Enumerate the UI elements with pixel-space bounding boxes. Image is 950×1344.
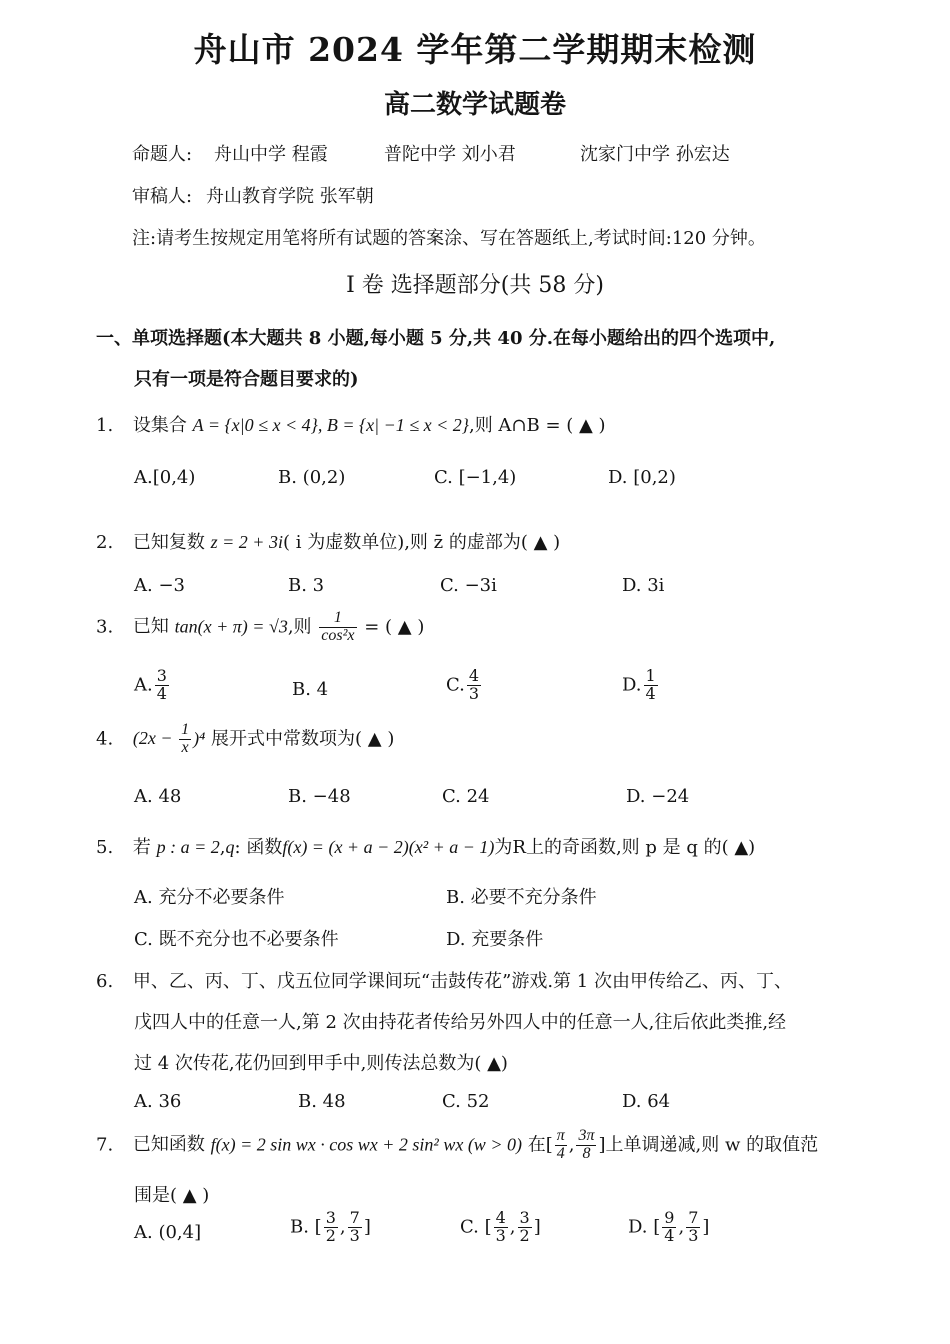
author-3: 沈家门中学 孙宏达 xyxy=(580,144,730,165)
question-text: 为R上的奇函数,则 p 是 q 的( ▲) xyxy=(494,837,756,858)
option-a[interactable]: A.[0,4) xyxy=(134,467,196,488)
option-a[interactable]: A. −3 xyxy=(134,575,185,596)
fraction: $\frac{\pi}{4}$ xyxy=(556,1127,565,1162)
question-6 xyxy=(96,967,792,993)
part1-instructions-cont: 只有一项是符合题目要求的) xyxy=(134,369,359,390)
question-text: , xyxy=(219,837,226,858)
question-text: 在[ xyxy=(521,1134,553,1156)
fraction: $\frac{3\pi}{8}$ xyxy=(578,1127,595,1162)
option-b[interactable]: B. (0,2) xyxy=(278,467,346,488)
question-4 xyxy=(96,722,394,757)
question-7: 7. 已知函数 f(x) = 2 sin wx · cos wx + 2 sin² wx (w > 0) 在[ $\frac{\pi}{4}$ , $\frac{3\pi}{8}$ ]上单调递减,则 w 的取值范 xyxy=(96,1127,819,1162)
question-number: 1. xyxy=(96,415,114,436)
author-2: 普陀中学 刘小君 xyxy=(384,144,516,165)
option-a[interactable]: A. 36 xyxy=(134,1091,182,1112)
exam-subtitle: 高二数学试题卷 xyxy=(383,90,566,120)
question-math: tan(x + π) = √3 xyxy=(174,616,288,637)
option-a[interactable]: A. (0,4] xyxy=(134,1222,202,1243)
question-text: ,则 A∩B = ( ▲ ) xyxy=(468,415,606,436)
option-c[interactable]: C. 24 xyxy=(442,786,490,807)
option-a[interactable]: A. $\frac{3}{4}$ xyxy=(134,666,167,703)
question-text: : 函数 xyxy=(234,837,283,858)
question-text: 若 xyxy=(132,837,157,858)
option-d[interactable]: D. [0,2) xyxy=(608,467,676,488)
question-text: 已知函数 xyxy=(132,1134,211,1156)
option-d[interactable]: D. $\frac{1}{4}$ xyxy=(622,666,656,703)
option-d[interactable]: D. −24 xyxy=(626,786,690,807)
option-c[interactable]: C. $\frac{4}{3}$ xyxy=(446,666,480,703)
option-d[interactable]: D. 64 xyxy=(622,1091,671,1112)
question-text: 过 4 次传花,花仍回到甲手中,则传法总数为( ▲) xyxy=(134,1053,508,1074)
question-3 xyxy=(96,610,424,645)
reviewer-label: 审稿人: xyxy=(132,186,193,207)
authors-label: 命题人: xyxy=(132,144,193,165)
question-text: 围是( ▲ ) xyxy=(134,1185,210,1206)
option-d[interactable]: D. 充要条件 xyxy=(446,929,544,950)
exam-title: 舟山市 2024 学年第二学期期末检测 xyxy=(193,30,757,69)
option-b[interactable]: B. [ $\frac{3}{2}$ , $\frac{7}{3}$ ] xyxy=(290,1208,371,1245)
option-a[interactable]: A. 48 xyxy=(134,786,182,807)
question-text: 已知 xyxy=(132,616,175,638)
option-d[interactable]: D. 3i xyxy=(622,575,665,596)
option-c[interactable]: C. −3i xyxy=(440,575,497,596)
fraction: $\frac{1}{x}$ xyxy=(181,721,190,756)
option-a[interactable]: A. 充分不必要条件 xyxy=(134,887,285,908)
question-math: (2x − xyxy=(132,728,178,749)
question-number: 2. xyxy=(96,532,114,553)
option-b[interactable]: B. 4 xyxy=(292,679,329,700)
question-text: 戊四人中的任意一人,第 2 次由持花者传给另外四人中的任意一人,往后依此类推,经 xyxy=(134,1012,787,1033)
question-text: 甲、乙、丙、丁、戊五位同学课间玩“击鼓传花”游戏.第 1 次由甲传给乙、丙、丁、 xyxy=(132,971,792,992)
question-math: p : a = 2 xyxy=(156,837,220,857)
question-text: 展开式中常数项为( ▲ ) xyxy=(205,728,395,750)
option-b[interactable]: B. 3 xyxy=(288,575,325,596)
question-number: 7. xyxy=(96,1134,114,1156)
question-text: ]上单调递减,则 w 的取值范 xyxy=(598,1134,819,1156)
reviewer: 舟山教育学院 张军朝 xyxy=(206,186,374,207)
question-text: ,则 xyxy=(287,616,318,638)
question-number: 4. xyxy=(96,728,114,750)
question-math: A = {x|0 ≤ x < 4}, B = {x| −1 ≤ x < 2} xyxy=(192,415,469,435)
option-d[interactable]: D. [ $\frac{9}{4}$ , $\frac{7}{3}$ ] xyxy=(628,1208,710,1245)
question-number: 6. xyxy=(96,971,114,992)
section-title: I 卷 选择题部分(共 58 分) xyxy=(346,273,604,298)
question-1 xyxy=(96,411,606,437)
question-text: 设集合 xyxy=(132,415,193,436)
question-number: 5. xyxy=(96,837,114,858)
option-b[interactable]: B. 48 xyxy=(298,1091,346,1112)
exam-note: 注:请考生按规定用笔将所有试题的答案涂、写在答题纸上,考试时间:120 分钟。 xyxy=(132,228,766,249)
question-math: f(x) = (x + a − 2)(x² + a − 1) xyxy=(282,837,495,857)
question-5 xyxy=(96,833,755,859)
question-math: q xyxy=(225,837,235,857)
fraction: $\frac{1}{\text{cos²x}}$ xyxy=(321,609,355,644)
author-1: 舟山中学 程霞 xyxy=(214,144,328,165)
question-2 xyxy=(96,528,560,554)
option-c[interactable]: C. 既不充分也不必要条件 xyxy=(134,929,339,950)
option-b[interactable]: B. 必要不充分条件 xyxy=(446,887,597,908)
option-c[interactable]: C. 52 xyxy=(442,1091,490,1112)
part1-instructions: 一、单项选择题(本大题共 8 小题,每小题 5 分,共 40 分.在每小题给出的四个选项中, xyxy=(96,328,776,349)
option-c[interactable]: C. [ $\frac{4}{3}$ , $\frac{3}{2}$ ] xyxy=(460,1208,541,1245)
question-text: = ( ▲ ) xyxy=(358,616,425,638)
question-math: f(x) = 2 sin wx · cos wx + 2 sin² wx (w > 0) xyxy=(210,1134,522,1155)
question-number: 3. xyxy=(96,616,114,638)
question-math: )⁴ xyxy=(193,728,206,749)
option-b[interactable]: B. −48 xyxy=(288,786,351,807)
question-text: ( i 为虚数单位),则 z̄ 的虚部为( ▲ ) xyxy=(282,532,561,553)
option-c[interactable]: C. [−1,4) xyxy=(434,467,517,488)
question-text: 已知复数 xyxy=(132,532,211,553)
question-math: z = 2 + 3i xyxy=(210,532,283,552)
